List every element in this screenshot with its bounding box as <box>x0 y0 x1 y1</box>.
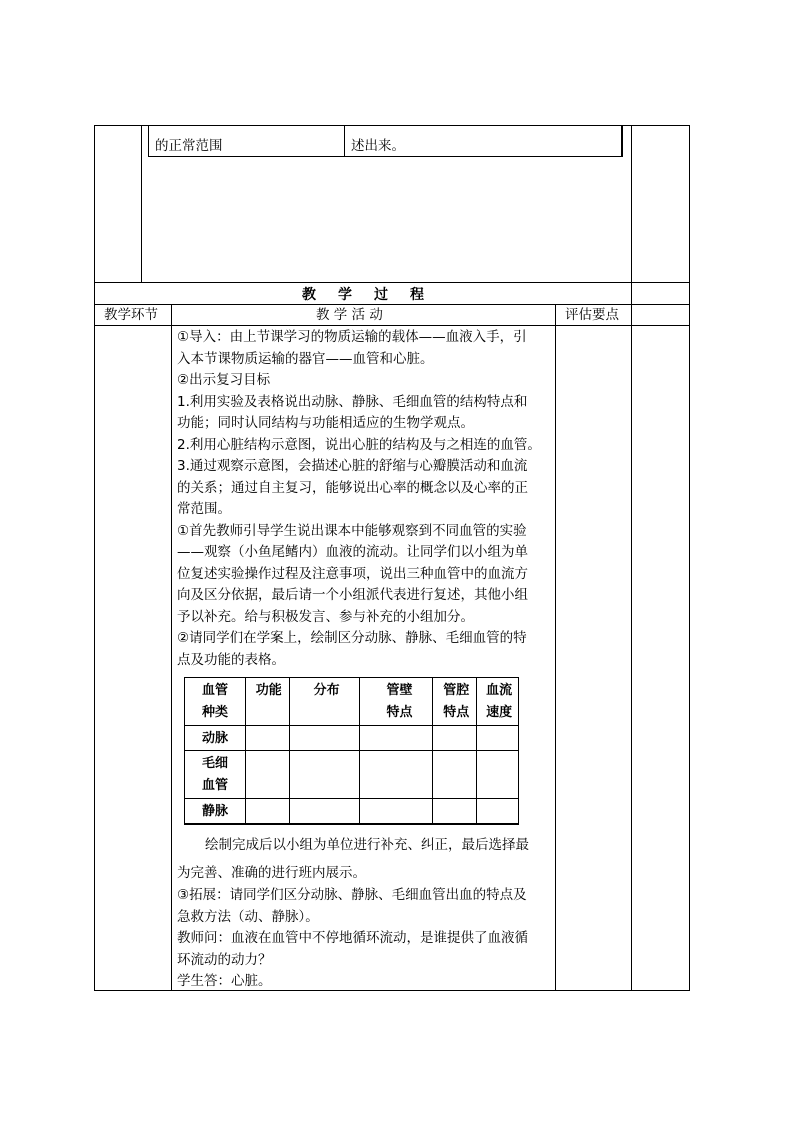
activity-line: 功能；同时认同结构与功能相适应的生物学观点。 <box>177 415 474 431</box>
activity-line: ②出示复习目标 <box>177 372 271 388</box>
col-divider-3 <box>631 304 632 991</box>
nested-cell-bottom <box>148 156 623 157</box>
nested-cell-mid <box>344 125 345 157</box>
process-title: 教学过程 <box>302 287 446 303</box>
column-header-activity: 教 学 活 动 <box>316 307 383 323</box>
activity-line: ②请同学们在学案上，绘制区分动脉、静脉、毛细血管的特 <box>177 630 527 646</box>
activity-text-top <box>177 327 555 671</box>
nested-cell-right <box>621 125 623 157</box>
col-divider-1 <box>171 304 172 991</box>
blood-vessel-table <box>184 677 519 825</box>
header-cell-distribution: 分布 <box>289 678 360 726</box>
title-row-top <box>94 282 690 283</box>
activity-line: 常范围。 <box>177 501 231 517</box>
table-row <box>185 726 519 751</box>
activity-line: 点及功能的表格。 <box>177 651 285 668</box>
outer-border-left <box>94 125 95 991</box>
row-label-artery: 动脉 <box>185 726 246 751</box>
header-cell-wall: 管壁 特点 <box>360 678 433 726</box>
column-header-evaluation: 评估要点 <box>565 307 619 323</box>
activity-line: 教师问：血液在血管中不停地循环流动，是谁提供了血液循 <box>177 930 528 946</box>
col-divider-2 <box>555 304 556 991</box>
activity-line: 3.通过观察示意图，会描述心脏的舒缩与心瓣膜活动和血流 <box>177 458 528 474</box>
after-table-line-1: 绘制完成后以小组为单位进行补充、纠正，最后选择最 <box>205 837 529 853</box>
header-cell-flow: 血流 速度 <box>477 678 519 726</box>
nested-cell-left-text: 的正常范围 <box>155 138 223 154</box>
row-label-vein: 静脉 <box>185 799 246 825</box>
top-divider-left <box>141 125 142 282</box>
activity-line: ③拓展：请同学们区分动脉、静脉、毛细血管出血的特点及 <box>177 887 527 903</box>
activity-line: 位复述实验操作过程及注意事项，说出三种血管中的血流方 <box>177 565 528 582</box>
activity-line: ①导入：由上节课学习的物质运输的载体——血液入手，引 <box>177 329 527 345</box>
activity-line: 急救方法（动、静脉）。 <box>177 908 319 925</box>
header-cell-lumen: 管腔 特点 <box>433 678 477 726</box>
table-header-row <box>185 678 519 726</box>
title-row-right-divider <box>631 282 632 304</box>
row-label-capillary: 毛细 血管 <box>185 751 246 799</box>
column-header-stage: 教学环节 <box>104 307 158 323</box>
table-row <box>185 799 519 825</box>
activity-text-bottom <box>177 885 555 993</box>
activity-line: 2.利用心脏结构示意图，说出心脏的结构及与之相连的血管。 <box>177 436 541 453</box>
activity-line: 环流动的动力？ <box>177 951 272 968</box>
activity-line: ——观察（小鱼尾鳍内）血液的流动。让同学们以小组为单 <box>177 544 528 560</box>
activity-line: 向及区分依据，最后请一个小组派代表进行复述，其他小组 <box>177 587 528 603</box>
nested-cell-left <box>148 125 149 157</box>
top-divider-right <box>631 125 632 282</box>
nested-cell-right-text: 述出来。 <box>351 138 405 154</box>
activity-line: ①首先教师引导学生说出课本中能够观察到不同血管的实验 <box>177 522 527 539</box>
activity-line: 1.利用实验及表格说出动脉、静脉、毛细血管的结构特点和 <box>177 393 528 410</box>
header-cell-type: 血管 种类 <box>185 678 246 726</box>
after-table-line-2: 为完善、准确的进行班内展示。 <box>177 865 366 881</box>
table-row <box>185 751 519 799</box>
activity-line: 的关系；通过自主复习，能够说出心率的概念以及心率的正 <box>177 479 528 496</box>
activity-line: 学生答：心脏。 <box>177 973 272 989</box>
outer-border-top <box>94 125 690 126</box>
activity-line: 入本节课物质运输的器官——血管和心脏。 <box>177 350 434 367</box>
header-cell-function: 功能 <box>245 678 289 726</box>
activity-line: 予以补充。给与积极发言、参与补充的小组加分。 <box>177 608 474 625</box>
outer-border-right <box>689 125 690 991</box>
header-row-bottom <box>94 325 690 326</box>
